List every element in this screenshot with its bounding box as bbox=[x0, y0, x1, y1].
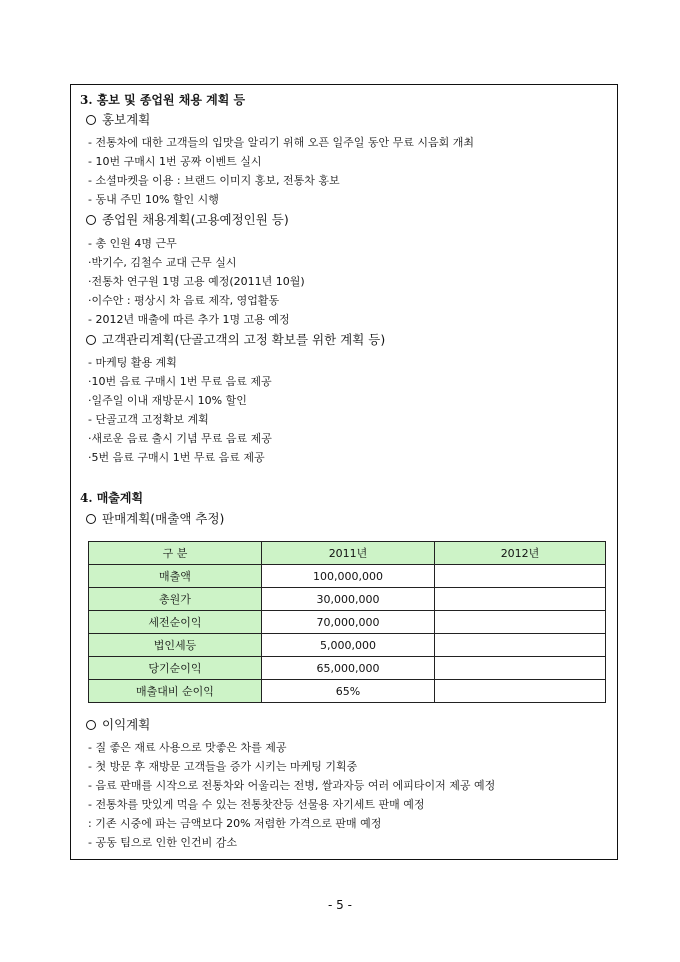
table-row bbox=[89, 634, 606, 657]
list-item: ·5번 음료 구매시 1번 무료 음료 제공 bbox=[88, 451, 265, 464]
list-item: : 기존 시중에 파는 금액보다 20% 저렴한 가격으로 판매 예정 bbox=[88, 817, 382, 830]
list-item: ·전통차 연구원 1명 고용 예정(2011년 10월) bbox=[88, 275, 305, 288]
row-label: 법인세등 bbox=[89, 634, 262, 657]
profit-heading: 이익계획 bbox=[86, 718, 150, 732]
sales-table bbox=[88, 541, 606, 703]
sales-heading: 판매계획(매출액 추정) bbox=[86, 512, 224, 526]
list-item: ·일주일 이내 재방문시 10% 할인 bbox=[88, 394, 247, 407]
header-cell: 2011년 bbox=[262, 542, 435, 565]
table-row bbox=[89, 611, 606, 634]
list-item: - 2012년 매출에 따른 추가 1명 고용 예정 bbox=[88, 313, 290, 326]
value-2012 bbox=[435, 565, 606, 588]
promo-heading: 홍보계획 bbox=[86, 113, 150, 127]
section4-title: 4. 매출계획 bbox=[80, 491, 144, 505]
list-item: - 음료 판매를 시작으로 전통차와 어울리는 전병, 쌀과자등 여러 에피타이저 제공 예정 bbox=[88, 779, 496, 792]
list-item: - 동내 주민 10% 할인 시행 bbox=[88, 193, 219, 206]
header-cell: 구 분 bbox=[89, 542, 262, 565]
circle-bullet-icon bbox=[86, 720, 96, 730]
customer-heading: 고객관리계획(단골고객의 고정 확보를 위한 계획 등) bbox=[86, 333, 385, 347]
row-label: 총원가 bbox=[89, 588, 262, 611]
value-2011: 30,000,000 bbox=[262, 588, 435, 611]
section3-title: 3. 홍보 및 종업원 채용 계획 등 bbox=[80, 93, 246, 107]
page-number: - 5 - bbox=[328, 898, 352, 912]
header-cell: 2012년 bbox=[435, 542, 606, 565]
value-2011: 5,000,000 bbox=[262, 634, 435, 657]
list-item: ·새로운 음료 출시 기념 무료 음료 제공 bbox=[88, 432, 272, 445]
row-label: 당기순이익 bbox=[89, 657, 262, 680]
list-item: - 질 좋은 재료 사용으로 맛좋은 차를 제공 bbox=[88, 741, 287, 754]
list-item: - 전통차를 맛있게 먹을 수 있는 전통찻잔등 선물용 자기세트 판매 예정 bbox=[88, 798, 425, 811]
circle-bullet-icon bbox=[86, 115, 96, 125]
hiring-heading: 종업원 채용계획(고용예정인원 등) bbox=[86, 213, 289, 227]
table-header-row bbox=[89, 542, 606, 565]
list-item: - 전통차에 대한 고객들의 입맛을 알리기 위해 오픈 일주일 동안 무료 시음회 개최 bbox=[88, 136, 474, 149]
list-item: ·이수안 : 평상시 차 음료 제작, 영업활동 bbox=[88, 294, 280, 307]
list-item: - 첫 방문 후 재방문 고객들을 증가 시키는 마케팅 기획중 bbox=[88, 760, 358, 773]
row-label: 매출액 bbox=[89, 565, 262, 588]
value-2011: 65% bbox=[262, 680, 435, 703]
value-2012 bbox=[435, 611, 606, 634]
row-label: 매출대비 순이익 bbox=[89, 680, 262, 703]
value-2011: 100,000,000 bbox=[262, 565, 435, 588]
value-2012 bbox=[435, 680, 606, 703]
list-item: - 소셜마켓을 이용 : 브랜드 이미지 홍보, 전통차 홍보 bbox=[88, 174, 340, 187]
circle-bullet-icon bbox=[86, 514, 96, 524]
value-2012 bbox=[435, 657, 606, 680]
row-label: 세전순이익 bbox=[89, 611, 262, 634]
value-2011: 65,000,000 bbox=[262, 657, 435, 680]
value-2012 bbox=[435, 588, 606, 611]
value-2011: 70,000,000 bbox=[262, 611, 435, 634]
table-row bbox=[89, 565, 606, 588]
table-row bbox=[89, 657, 606, 680]
table-row bbox=[89, 588, 606, 611]
list-item: - 마케팅 활용 계획 bbox=[88, 356, 177, 369]
circle-bullet-icon bbox=[86, 335, 96, 345]
list-item: - 총 인원 4명 근무 bbox=[88, 237, 177, 250]
list-item: - 공동 팀으로 인한 인건비 감소 bbox=[88, 836, 237, 849]
list-item: ·10번 음료 구매시 1번 무료 음료 제공 bbox=[88, 375, 272, 388]
list-item: - 단골고객 고정확보 계획 bbox=[88, 413, 209, 426]
value-2012 bbox=[435, 634, 606, 657]
list-item: - 10번 구매시 1번 공짜 이벤트 실시 bbox=[88, 155, 262, 168]
table-row bbox=[89, 680, 606, 703]
list-item: ·박기수, 김철수 교대 근무 실시 bbox=[88, 256, 237, 269]
circle-bullet-icon bbox=[86, 215, 96, 225]
